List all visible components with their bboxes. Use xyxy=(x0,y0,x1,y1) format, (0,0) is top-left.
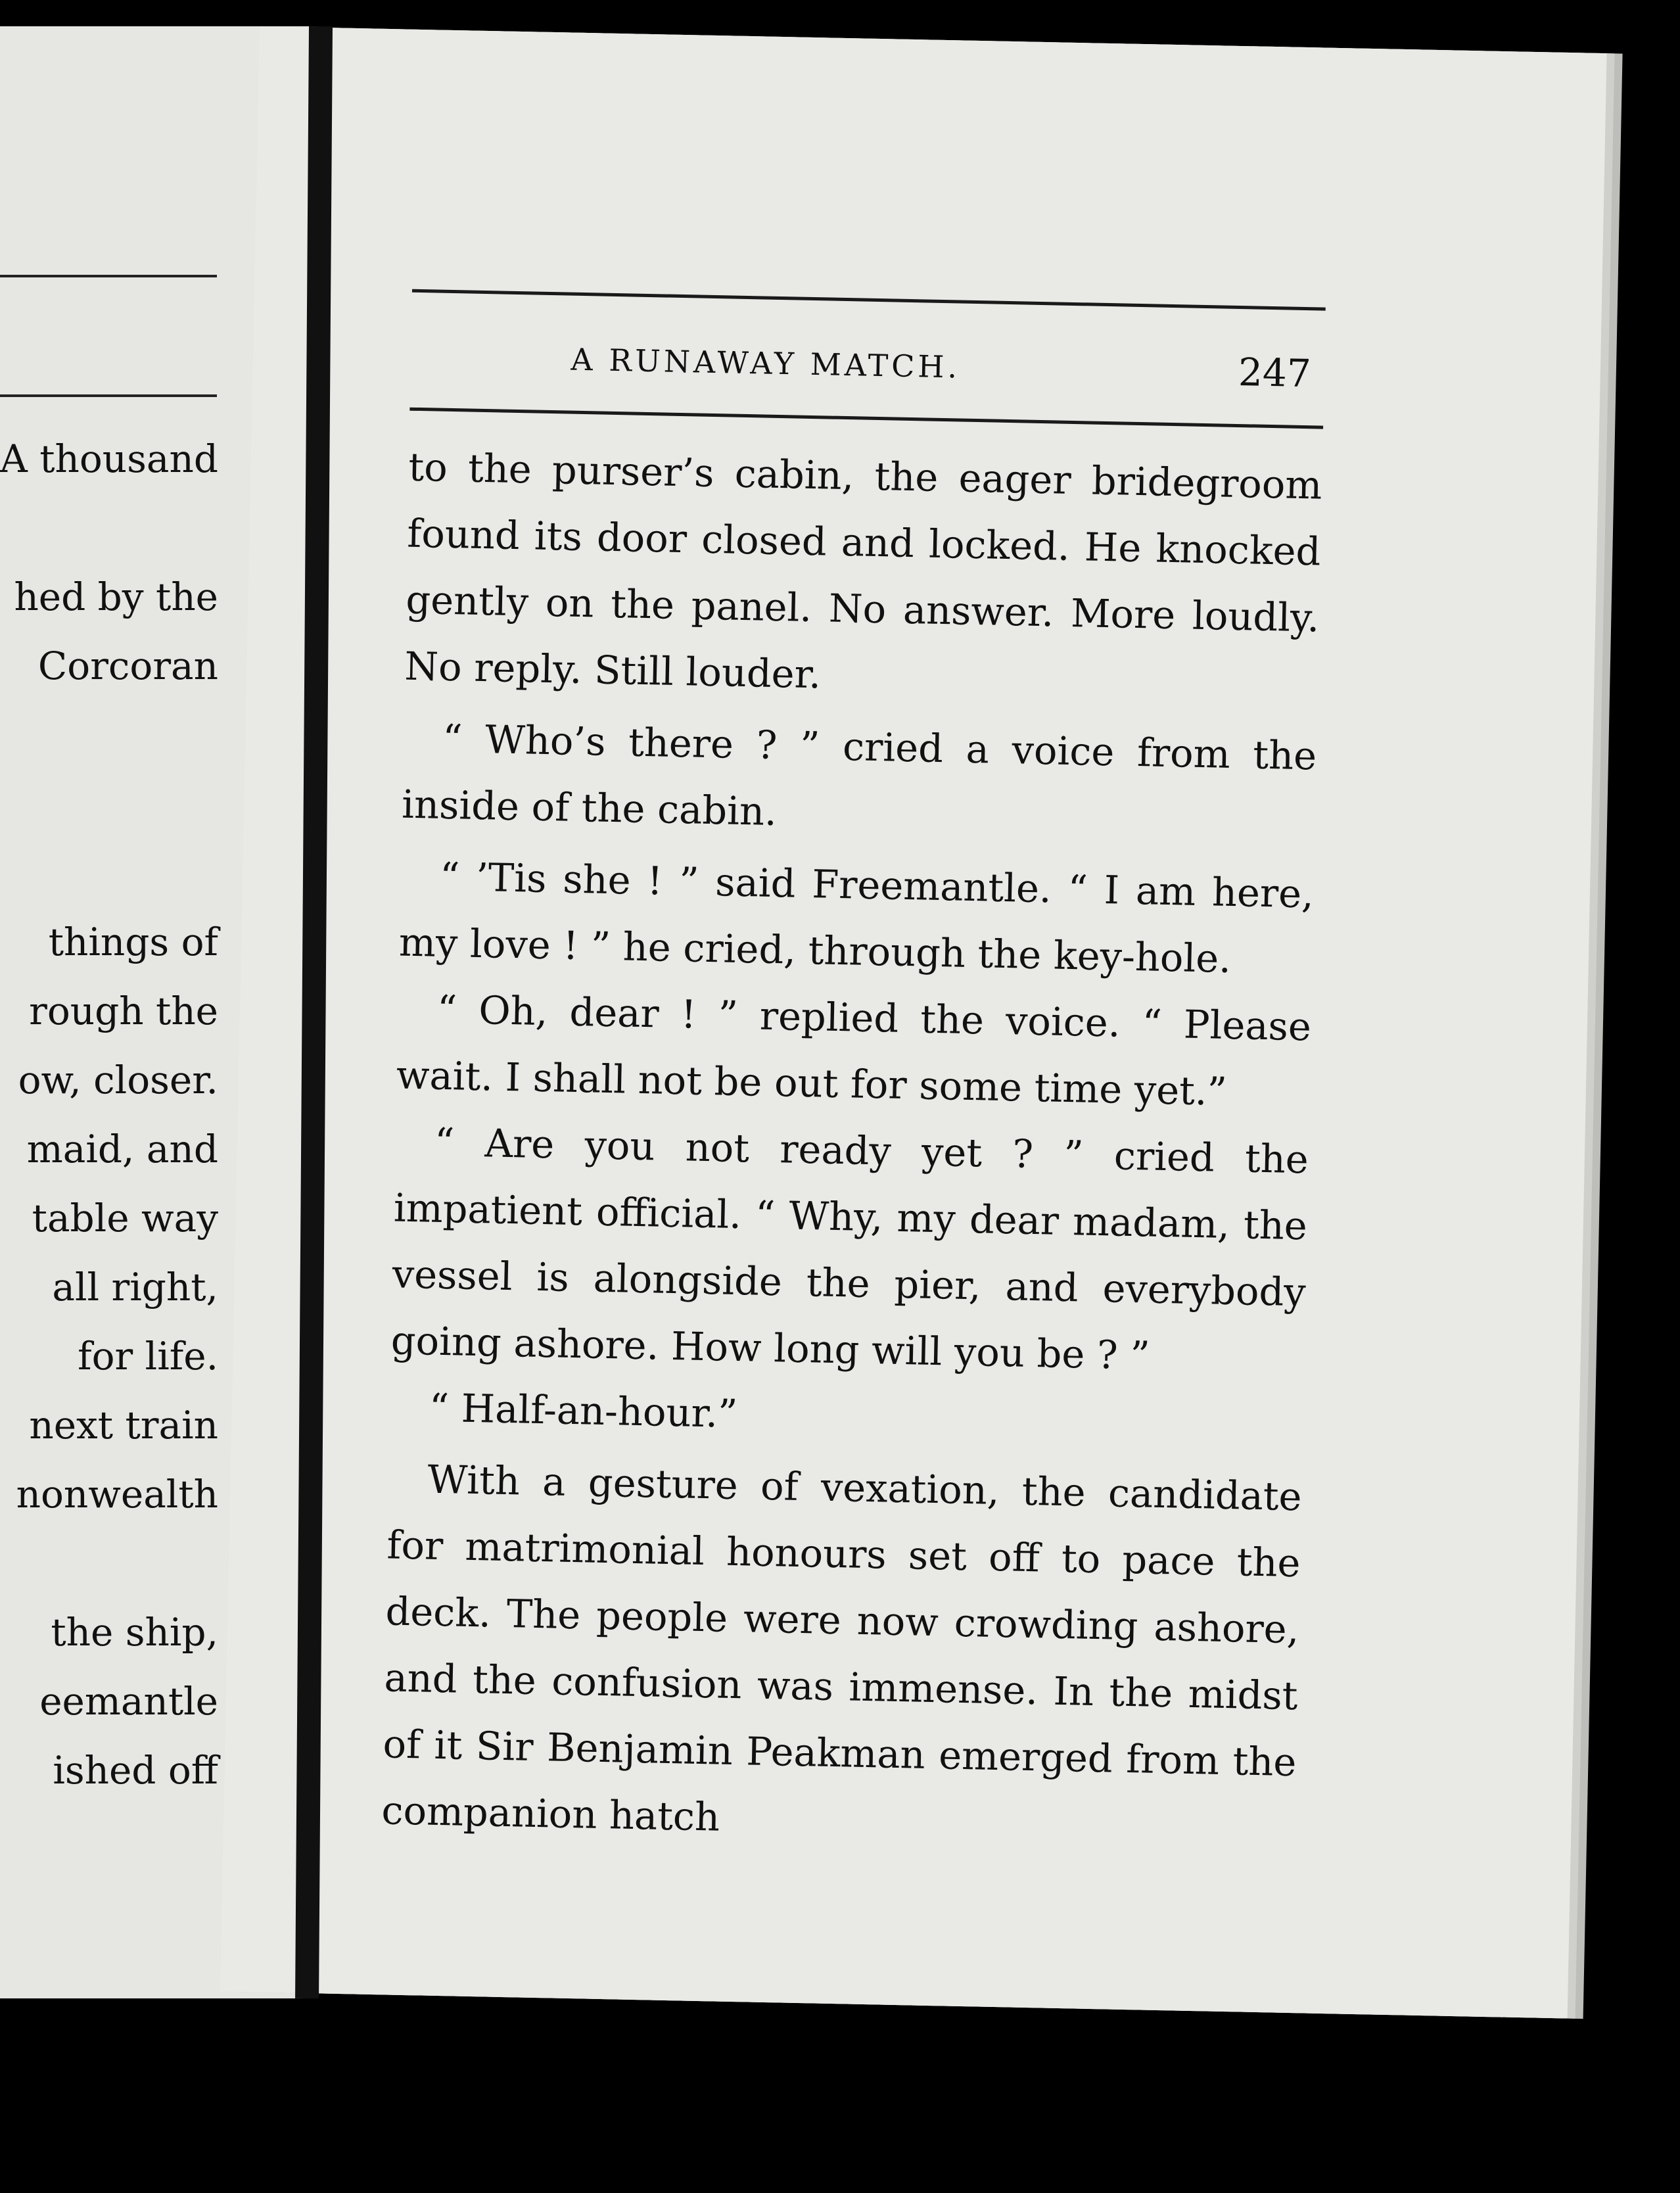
left-line xyxy=(0,839,218,908)
left-line: ow, closer. xyxy=(18,1058,218,1102)
book-page xyxy=(220,26,1607,2019)
left-header-rule-bottom xyxy=(0,394,217,397)
left-line: ished off xyxy=(53,1748,218,1793)
left-line: things of xyxy=(48,920,218,964)
left-line: for life. xyxy=(78,1334,218,1379)
paragraph: With a gesture of vexation, the candidate for matrimonial honours set off to pace the deck. The people were now crowding ashore, and the confusion was immense. In the midst of it Sir Benjamin Peakman emerged from the companion hatch xyxy=(381,1456,1303,1840)
paragraph: “ Who’s there ? ” cried a voice from the inside of the cabin. xyxy=(401,715,1317,835)
left-line: table way xyxy=(32,1196,218,1240)
left-line: Corcoran xyxy=(37,644,218,688)
left-line: A thousand xyxy=(0,436,218,481)
header-rule-top xyxy=(412,289,1326,311)
paragraph: “ Oh, dear ! ” replied the voice. “ Please wait. I shall not be out for some time yet.” xyxy=(396,986,1312,1114)
left-line: next train xyxy=(29,1403,218,1448)
running-title: A RUNAWAY MATCH. xyxy=(571,341,961,385)
left-line: hed by the xyxy=(14,575,218,619)
left-page-text xyxy=(0,425,218,1805)
left-line xyxy=(0,701,218,770)
paragraph: “ Half-an-hour.” xyxy=(429,1384,738,1437)
left-line: nonwealth xyxy=(16,1472,218,1517)
header-rule-bottom xyxy=(409,408,1323,429)
left-line: the ship, xyxy=(51,1610,218,1655)
body-text xyxy=(381,434,1323,1862)
left-line: eemantle xyxy=(39,1679,218,1724)
left-header-rule-top xyxy=(0,275,217,277)
page-number: 247 xyxy=(1238,349,1312,396)
left-line: rough the xyxy=(29,989,218,1033)
left-line xyxy=(0,770,218,839)
left-line: all right, xyxy=(52,1265,218,1309)
paragraph: “ ’Tis she ! ” said Freemantle. “ I am here, my love ! ” he cried, through the key-hole. xyxy=(398,853,1315,981)
paragraph: to the purser’s cabin, the eager bridegroom found its door closed and locked. He knocked gently on the panel. No answer. More loudly. No reply. Still louder. xyxy=(404,444,1323,697)
left-line xyxy=(0,494,218,563)
left-line: maid, and xyxy=(26,1127,218,1171)
left-line xyxy=(0,1529,218,1598)
paragraph: “ Are you not ready yet ? ” cried the impatient official. “ Why, my dear madam, the vessel is alongside the pier, and everybody going ashore. How long will you be ? ” xyxy=(390,1119,1309,1379)
